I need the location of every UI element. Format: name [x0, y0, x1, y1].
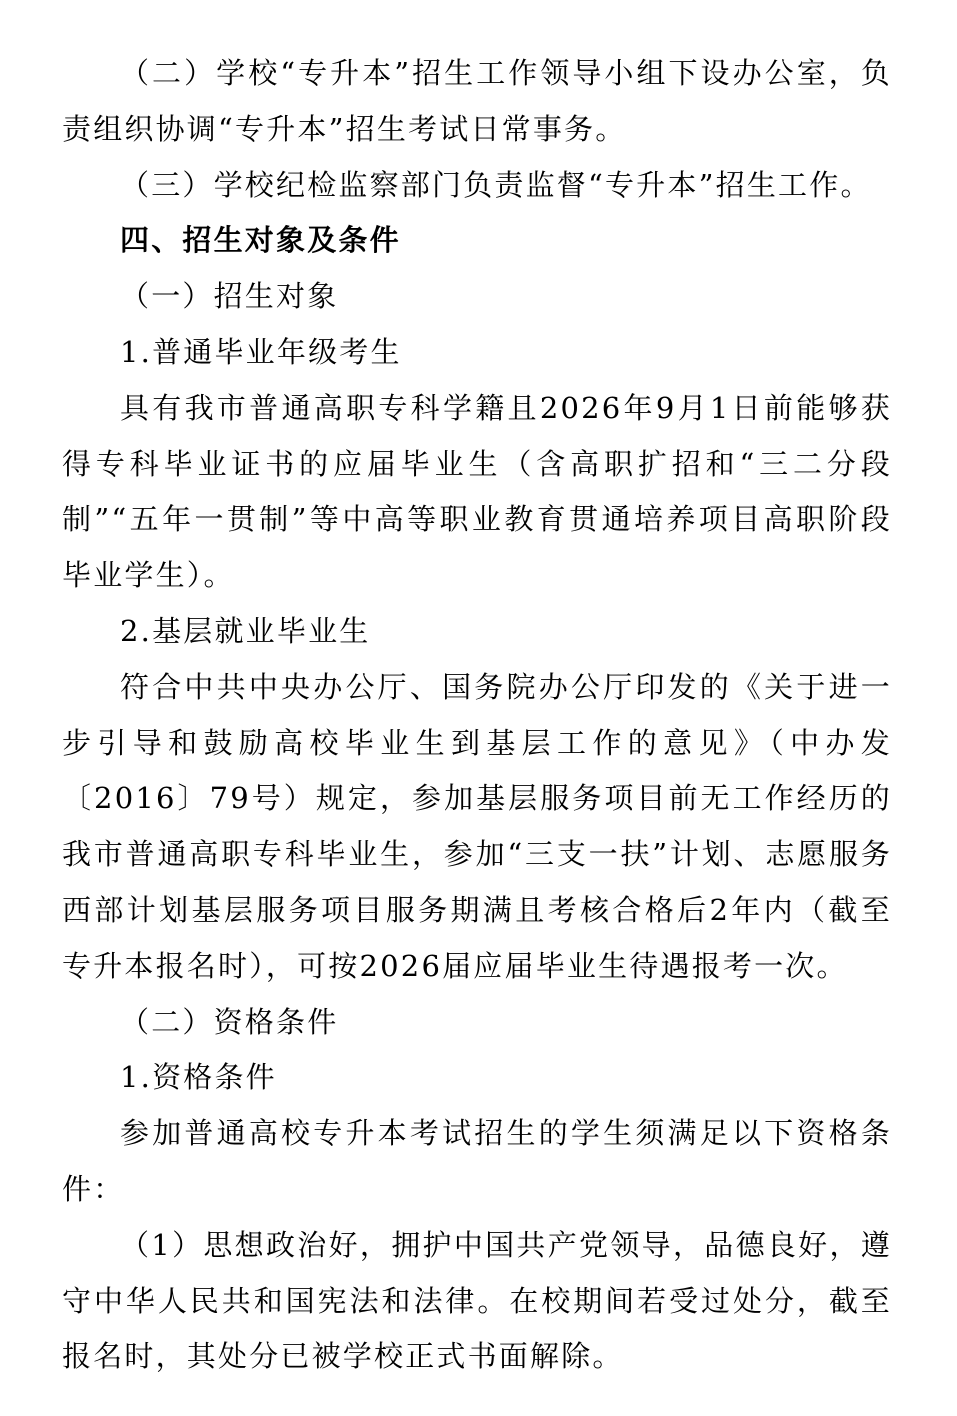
paragraph-office-duties: （二）学校“专升本”招生工作领导小组下设办公室，负责组织协调“专升本”招生考试日常事务。 — [62, 56, 892, 146]
paragraph-graduating-students: 具有我市普通高职专科学籍且2026年9月1日前能够获得专科毕业证书的应届毕业生（含高职扩招和“三二分段制”“五年一贯制”等中高等职业教育贯通培养项目高职阶段毕业学生）。 — [62, 390, 892, 593]
section-heading-enrollment-targets: 四、招生对象及条件 — [120, 223, 401, 258]
paragraph-qualification-intro: 参加普通高校专升本考试招生的学生须满足以下资格条件： — [62, 1116, 892, 1206]
subsection-heading-targets: （一）招生对象 — [120, 279, 339, 314]
paragraph-qualification-1: （1）思想政治好，拥护中国共产党领导，品德良好，遵守中华人民共和国宪法和法律。在校期间若受过处分，截至报名时，其处分已被学校正式书面解除。 — [62, 1227, 892, 1374]
item-heading-qualifications: 1.资格条件 — [120, 1060, 277, 1095]
item-heading-graduating-students: 1.普通毕业年级考生 — [120, 334, 402, 369]
document-page — [62, 46, 892, 1385]
paragraph-supervision: （三）学校纪检监察部门负责监督“专升本”招生工作。 — [120, 167, 872, 202]
paragraph-grassroots-graduates: 符合中共中央办公厅、国务院办公厅印发的《关于进一步引导和鼓励高校毕业生到基层工作的意见》（中办发〔2016〕79号）规定，参加基层服务项目前无工作经历的我市普通高职专科毕业生，参加“三支一扶”计划、志愿服务西部计划基层服务项目服务期满且考核合格后2年内（截至专升本报名时），可按2026届应届毕业生待遇报考一次。 — [62, 669, 892, 983]
item-heading-grassroots-graduates: 2.基层就业毕业生 — [120, 613, 371, 648]
subsection-heading-qualifications: （二）资格条件 — [120, 1004, 339, 1039]
